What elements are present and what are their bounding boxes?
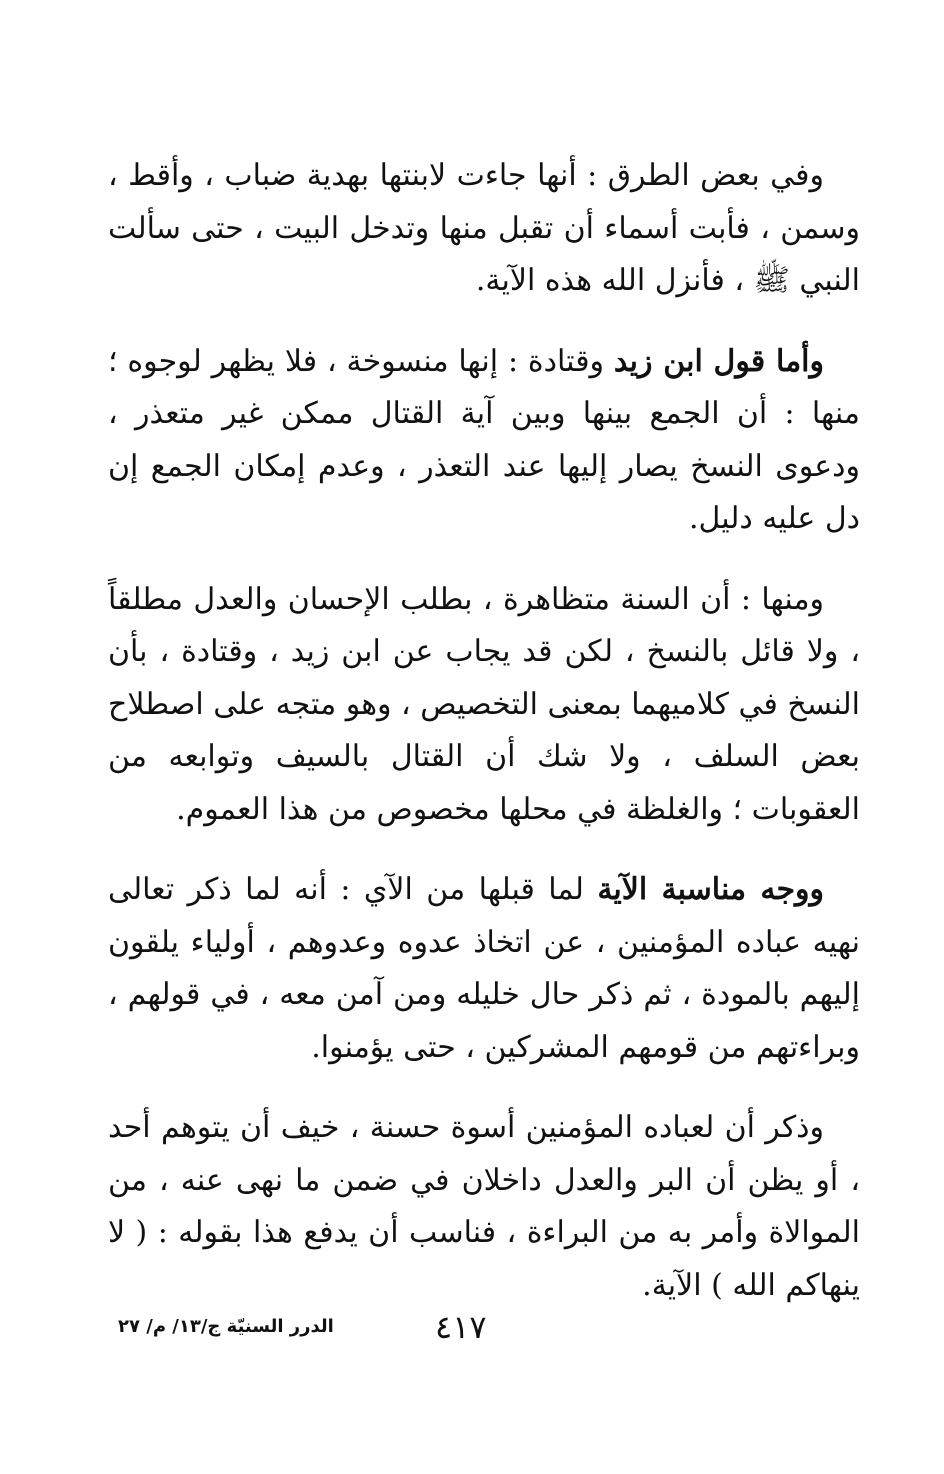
paragraph-2 [108,336,860,546]
paragraph-5-text: وذكر أن لعباده المؤمنين أسوة حسنة ، خيف أن يتوهم أحد ، أو يظن أن البر والعدل داخلان في ضمن ما نهى عنه ، من الموالاة وأمر به من البراءة ، فناسب أن يدفع هذا بقوله : ( لا ينهاكم الله ) الآية. [108,1110,860,1303]
paragraph-2-text: وقتادة : إنها منسوخة ، فلا يظهر لوجوه ؛ منها : أن الجمع بينها وبين آية القتال ممكن غير متعذر ، ودعوى النسخ يصار إليها عند التعذر ، وعدم إمكان الجمع إن دل عليه دليل. [108,343,860,536]
paragraph-3 [108,574,860,837]
paragraph-1 [108,150,860,308]
source-reference: الدرر السنيّة ج/١٣/ م/ ٢٧ [118,1316,334,1337]
paragraph-4-lead: ووجه مناسبة الآية [597,872,824,907]
paragraph-4 [108,864,860,1074]
paragraph-2-lead: وأما قول ابن زيد [613,343,824,379]
paragraph-1-text: وفي بعض الطرق : أنها جاءت لابنتها بهدية ضباب ، وأقط ، وسمن ، فأبت أسماء أن تقبل منها وتدخل البيت ، حتى سألت النبي ﷺ ، فأنزل الله هذه الآية. [108,158,860,298]
paragraph-4-text: لما قبلها من الآي : أنه لما ذكر تعالى نهيه عباده المؤمنين ، عن اتخاذ عدوه وعدوهم ، أولياء يلقون إليهم بالمودة ، ثم ذكر حال خليله ومن آمن معه ، في قولهم ، وبراءتهم من قومهم المشركين ، حتى يؤمنوا. [108,872,860,1065]
page-number: ٤١٧ [435,1308,487,1346]
page-footer [0,1308,944,1348]
body-text [108,150,860,1340]
paragraph-5 [108,1102,860,1312]
paragraph-3-text: ومنها : أن السنة متظاهرة ، بطلب الإحسان والعدل مطلقاً ، ولا قائل بالنسخ ، لكن قد يجاب عن ابن زيد ، وقتادة ، بأن النسخ في كلاميهما بمعنى التخصيص ، وهو متجه على اصطلاح بعض السلف ، ولا شك أن القتال بالسيف وتوابعه من العقوبات ؛ والغلظة في محلها مخصوص من هذا العموم. [108,581,860,827]
